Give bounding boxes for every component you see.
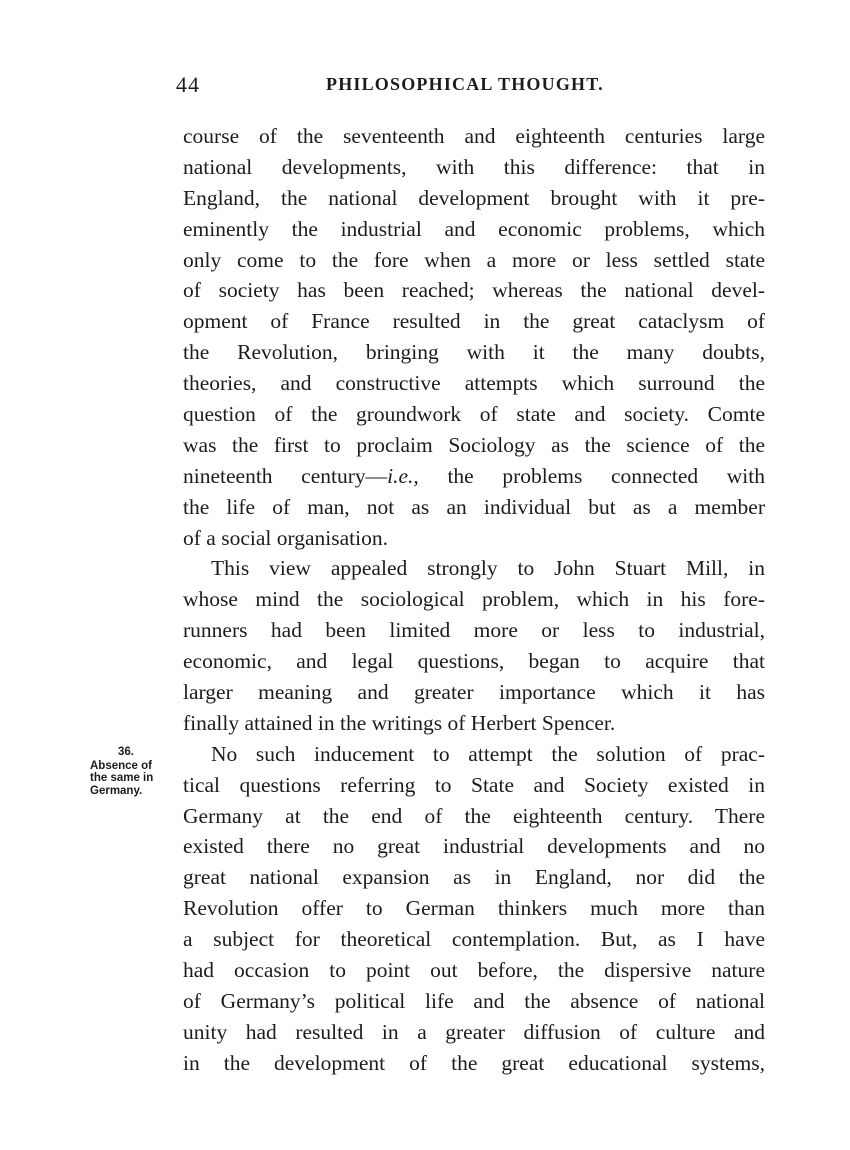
text-line	[183, 461, 765, 492]
text-line: of a social organisation.	[183, 525, 388, 550]
text-line: in the development of the great educational systems,	[183, 1050, 765, 1075]
text-line: the life of man, not as an individual but as a member	[183, 494, 765, 519]
body-text	[183, 121, 765, 1079]
running-head	[176, 72, 776, 100]
text-line: Germany at the end of the eighteenth century. There	[183, 803, 765, 828]
text-line: opment of France resulted in the great cataclysm of	[183, 309, 765, 334]
text-line: whose mind the sociological problem, which in his fore-	[183, 587, 765, 612]
text-line: England, the national development brought with it pre-	[183, 185, 765, 210]
text-line: of Germany’s political life and the absence of national	[183, 988, 765, 1013]
text-line: eminently the industrial and economic problems, which	[183, 216, 765, 241]
text-line: had occasion to point out before, the dispersive nature	[183, 958, 765, 983]
text-line: was the first to proclaim Sociology as the science of the	[183, 432, 765, 457]
text-segment: nineteenth century—	[183, 463, 388, 488]
text-line: a subject for theoretical contemplation. But, as I have	[183, 927, 765, 952]
text-line: No such inducement to attempt the solution of prac-	[211, 741, 765, 766]
text-line: great national expansion as in England, nor did the	[183, 865, 765, 890]
text-line: existed there no great industrial developments and no	[183, 834, 765, 859]
text-line: economic, and legal questions, began to acquire that	[183, 649, 765, 674]
text-line: finally attained in the writings of Herbert Spencer.	[183, 710, 616, 735]
marginal-note-line: Germany.	[90, 784, 143, 797]
text-line: of society has been reached; whereas the national devel-	[183, 278, 765, 303]
marginal-note-line: Absence of	[90, 759, 152, 772]
text-line: course of the seventeenth and eighteenth centuries large	[183, 124, 765, 148]
text-line: theories, and constructive attempts which surround the	[183, 371, 765, 396]
text-line: runners had been limited more or less to industrial,	[183, 618, 765, 643]
text-line: national developments, with this difference: that in	[183, 154, 765, 179]
text-line: unity had resulted in a greater diffusion of culture and	[183, 1019, 765, 1044]
section-number: 36.	[118, 746, 134, 758]
text-line: larger meaning and greater importance which it has	[183, 680, 765, 705]
marginal-note	[90, 746, 180, 797]
emphasis-text: i.e.,	[387, 463, 419, 488]
running-title: PHILOSOPHICAL THOUGHT.	[326, 74, 604, 94]
text-segment: the problems connected with	[418, 463, 765, 488]
text-line: question of the groundwork of state and society. Comte	[183, 402, 765, 427]
text-line: only come to the fore when a more or less settled state	[183, 247, 765, 272]
text-line: tical questions referring to State and Society existed in	[183, 772, 765, 797]
page-number: 44	[176, 72, 200, 97]
text-line: the Revolution, bringing with it the many doubts,	[183, 340, 765, 365]
marginal-note-line: the same in	[90, 772, 154, 784]
text-line: Revolution offer to German thinkers much more than	[183, 896, 765, 921]
text-line: This view appealed strongly to John Stuart Mill, in	[211, 556, 765, 581]
